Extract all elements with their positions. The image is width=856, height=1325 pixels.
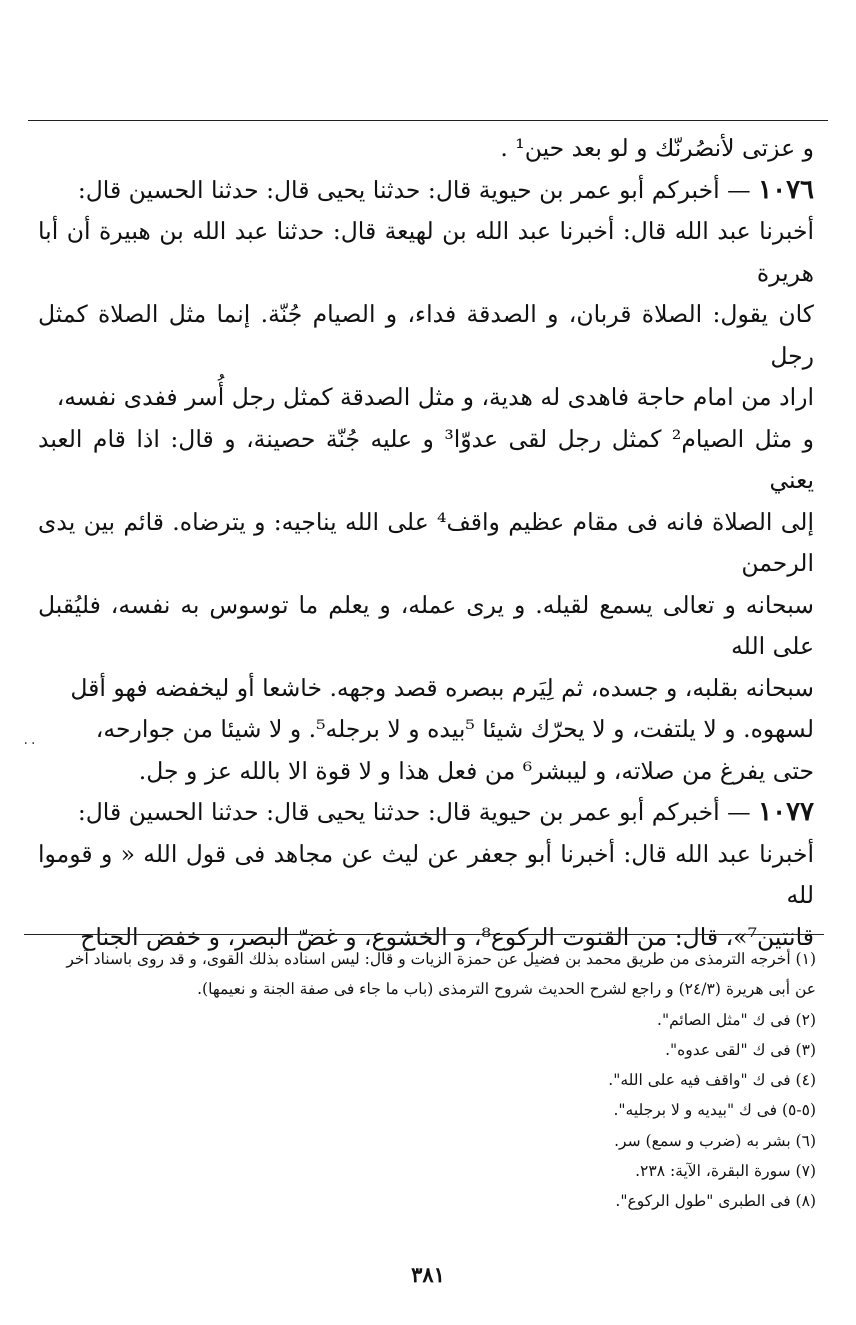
top-rule [28,120,828,121]
footnote: (٨) فى الطبرى "طول الركوع". [615,1192,816,1211]
footnote-rule [24,934,824,935]
margin-mark: ٠٠ [22,735,38,751]
footnote: (١) أخرجه الترمذى من طريق محمد بن فضيل عن حمزة الزيات و قال: ليس اسناده بذلك القوى، و قد روى باسناد آخر [66,950,816,968]
page-number: ٣٨١ [411,1262,445,1287]
footnote: (٦) بشر به (ضرب و سمع) سر. [614,1131,816,1150]
text-line: قانتين⁷»، قال: من القنوت الركوع⁸، و الخشوع، و غضّ البصر، و خفض الجناح [80,922,814,951]
text-line: أخبرنا عبد الله قال: أخبرنا أبو جعفر عن ليث عن مجاهد فى قول الله « و قوموا لله [38,839,814,909]
hadith-number: ١٠٧٦ [758,174,814,205]
footnote: (٣) فى ك "لقى عدوه". [665,1040,816,1059]
footnote: (٢) فى ك "مثل الصائم". [657,1010,816,1029]
hadith-1077-heading: ١٠٧٧ — أخبركم أبو عمر بن حيوية قال: حدثنا يحيى قال: حدثنا الحسين قال: [77,797,814,827]
text-line: لسهوه. و لا يلتفت، و لا يحرّك شيئا ⁵بيده و لا برجله⁵. و لا شيئا من جوارحه، [95,715,814,743]
text-line: و مثل الصيام² كمثل رجل لقى عدوّا³ و عليه جُنّة حصينة، و قال: اذا قام العبد يعني [38,424,814,494]
text-line: حتى يفرغ من صلاته، و ليبشر⁶ من فعل هذا و لا قوة الا بالله عز و جل. [138,756,814,785]
text-line: سبحانه و تعالى يسمع لقيله. و يرى عمله، و يعلم ما توسوس به نفسه، فليُقبل على الله [38,590,814,660]
hadith-number: ١٠٧٧ [758,797,814,827]
text-line: كان يقول: الصلاة قربان، و الصدقة فداء، و الصيام جُنّة. إنما مثل الصلاة كمثل رجل [38,300,814,370]
footnotes [38,944,816,1217]
footnote: (٥-٥) فى ك "بيديه و لا برجليه". [613,1101,816,1120]
text-line: و عزتی لأنصُرنّك و لو بعد حين¹ . [500,134,814,162]
text-line: سبحانه بقلبه، و جسده، ثم لِيَرم ببصره قصد وجهه. خاشعا أو ليخفضه فهو أقل [70,673,814,702]
footnote: (٤) فى ك "واقف فيه على الله". [608,1071,816,1090]
main-text [38,128,814,958]
text-line: إلى الصلاة فانه فى مقام عظيم واقف⁴ على الله يناجيه: و يترضاه. قائم بين يدى الرحمن [38,507,814,577]
footnote: عن أبى هريرة (٢٤/٣) و راجع لشرح الحديث شروح الترمذى (باب ما جاء فى صفة الجنة و نعيمها). [197,980,816,999]
text-line: اراد من امام حاجة فاهدى له هدية، و مثل الصدقة كمثل رجل أُسر ففدى نفسه، [56,383,814,411]
text-line: أخبرنا عبد الله قال: أخبرنا عبد الله بن لهيعة قال: حدثنا عبد الله بن هبيرة أن أبا هريرة [38,217,814,287]
hadith-1076-heading: ١٠٧٦ — أخبركم أبو عمر بن حيوية قال: حدثنا يحيى قال: حدثنا الحسين قال: [77,174,814,205]
footnote: (٧) سورة البقرة، الآية: ٢٣٨. [635,1162,816,1181]
